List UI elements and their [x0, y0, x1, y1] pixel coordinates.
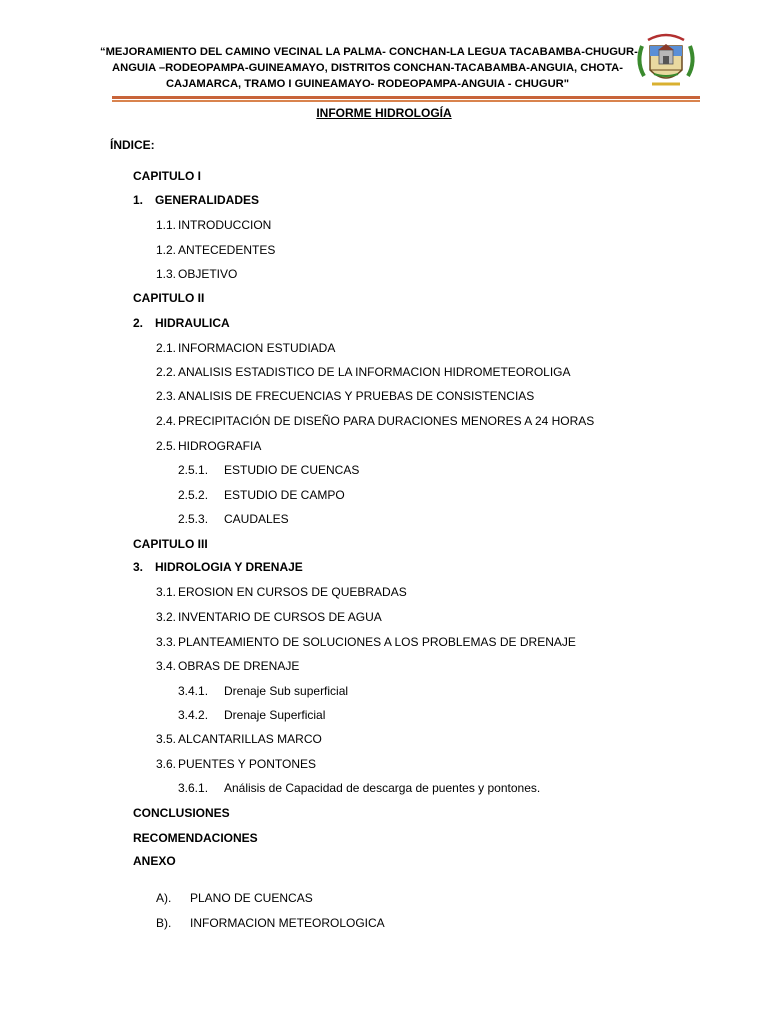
toc-entry-number: B). [156, 916, 172, 930]
toc-entry [156, 916, 385, 930]
toc-entry-text: ANEXO [133, 854, 176, 868]
index-label: ÍNDICE: [110, 138, 155, 152]
toc-entry [178, 512, 289, 526]
toc-entry-number: 2.4. [156, 414, 177, 428]
toc-entry-number: 3.2. [156, 610, 177, 624]
toc-entry-number: 3.4.2. [178, 708, 209, 722]
toc-entry-number: 3. [133, 560, 144, 574]
toc-entry [133, 316, 230, 330]
toc-entry-text: HIDROGRAFIA [178, 439, 262, 453]
toc-entry-number: A). [156, 891, 172, 905]
toc-entry-number: 2. [133, 316, 144, 330]
toc-entry-text: Análisis de Capacidad de descarga de puentes y pontones. [224, 781, 541, 795]
toc-entry [178, 684, 348, 698]
toc-entry-text: PLANO DE CUENCAS [190, 891, 313, 905]
toc-entry [133, 560, 303, 574]
toc-entry [133, 169, 201, 183]
toc-entry-text: CAPITULO III [133, 537, 208, 551]
toc-entry [156, 389, 534, 403]
toc-entry-text: ALCANTARILLAS MARCO [178, 732, 322, 746]
toc-entry-number: 3.6. [156, 757, 177, 771]
toc-entry [133, 291, 204, 305]
toc-entry-text: PUENTES Y PONTONES [178, 757, 317, 771]
toc-entry [156, 585, 407, 599]
toc-entry [156, 341, 335, 355]
toc-entry-number: 1. [133, 193, 144, 207]
toc-entry-number: 2.5.1. [178, 463, 209, 477]
toc-entry-number: 2.3. [156, 389, 177, 403]
toc-entry [156, 439, 261, 453]
project-title-line-2: ANGUIA –RODEOPAMPA-GUINEAMAYO, DISTRITOS CONCHAN-TACABAMBA-ANGUIA, CHOTA- [112, 62, 623, 74]
toc-entry-text: PLANTEAMIENTO DE SOLUCIONES A LOS PROBLEMAS DE DRENAJE [178, 635, 576, 649]
toc-entry-text: HIDROLOGIA Y DRENAJE [155, 560, 303, 574]
toc-entry-text: INTRODUCCION [178, 218, 272, 232]
toc-entry [156, 732, 322, 746]
toc-entry-number: 3.6.1. [178, 781, 209, 795]
toc-entry-text: OBJETIVO [178, 267, 238, 281]
toc-entry-text: ESTUDIO DE CAMPO [224, 488, 345, 502]
toc-entry-text: CONCLUSIONES [133, 806, 230, 820]
toc-entry [156, 267, 237, 281]
toc-entry-text: HIDRAULICA [155, 316, 230, 330]
toc-entry-text: Drenaje Superficial [224, 708, 326, 722]
toc-entry [156, 610, 382, 624]
toc-entry [178, 708, 325, 722]
toc-entry [156, 757, 316, 771]
toc-entry-number: 1.2. [156, 243, 177, 257]
toc-entry-number: 2.5.3. [178, 512, 209, 526]
toc-entry [133, 193, 259, 207]
toc-entry-text: ANALISIS DE FRECUENCIAS Y PRUEBAS DE CONSISTENCIAS [178, 389, 535, 403]
toc-entry-number: 3.4.1. [178, 684, 209, 698]
toc-entry [178, 463, 359, 477]
toc-entry-text: ESTUDIO DE CUENCAS [224, 463, 360, 477]
toc-entry [133, 831, 258, 845]
toc-entry [156, 635, 576, 649]
toc-entry [178, 488, 345, 502]
toc-entry-text: INFORMACION METEOROLOGICA [190, 916, 385, 930]
toc-entry-text: Drenaje Sub superficial [224, 684, 349, 698]
project-title-line-3: CAJAMARCA, TRAMO I GUINEAMAYO- RODEOPAMPA-ANGUIA - CHUGUR" [165, 78, 570, 90]
toc-entry-text: PRECIPITACIÓN DE DISEÑO PARA DURACIONES MENORES A 24 HORAS [178, 414, 595, 428]
toc-entry-number: 2.5. [156, 439, 177, 453]
toc-entry [156, 659, 299, 673]
toc-entry [156, 414, 594, 428]
toc-entry [133, 537, 208, 551]
toc-entry-text: EROSION EN CURSOS DE QUEBRADAS [178, 585, 407, 599]
toc-entry-number: 3.4. [156, 659, 177, 673]
toc-entry-text: ANALISIS ESTADISTICO DE LA INFORMACION HIDROMETEOROLIGA [178, 365, 571, 379]
toc-entry-number: 2.5.2. [178, 488, 209, 502]
toc-entry-text: RECOMENDACIONES [133, 831, 258, 845]
toc-entry [156, 891, 313, 905]
toc-entry-number: 2.1. [156, 341, 177, 355]
toc-entry-text: INVENTARIO DE CURSOS DE AGUA [178, 610, 382, 624]
toc-entry-text: GENERALIDADES [155, 193, 260, 207]
toc-entry [133, 854, 176, 868]
toc-entry-number: 2.2. [156, 365, 177, 379]
toc-entry [156, 243, 275, 257]
project-title-line-1: “MEJORAMIENTO DEL CAMINO VECINAL LA PALMA- CONCHAN-LA LEGUA TACABAMBA-CHUGUR- [100, 46, 638, 58]
toc-entry-text: CAUDALES [224, 512, 289, 526]
toc-entry-number: 1.3. [156, 267, 177, 281]
toc-entry-text: ANTECEDENTES [178, 243, 276, 257]
toc-entry-number: 3.5. [156, 732, 177, 746]
toc-entry [156, 365, 571, 379]
toc-entry-number: 1.1. [156, 218, 177, 232]
toc-entry-text: CAPITULO II [133, 291, 205, 305]
toc-entry-text: CAPITULO I [133, 169, 201, 183]
toc-entry [133, 806, 230, 820]
toc-entry-text: INFORMACION ESTUDIADA [178, 341, 336, 355]
toc-entry [178, 781, 540, 795]
toc-entry [156, 218, 271, 232]
document-title: INFORME HIDROLOGÍA [316, 106, 452, 120]
toc-entry-text: OBRAS DE DRENAJE [178, 659, 300, 673]
toc-entry-number: 3.1. [156, 585, 177, 599]
toc-entry-number: 3.3. [156, 635, 177, 649]
